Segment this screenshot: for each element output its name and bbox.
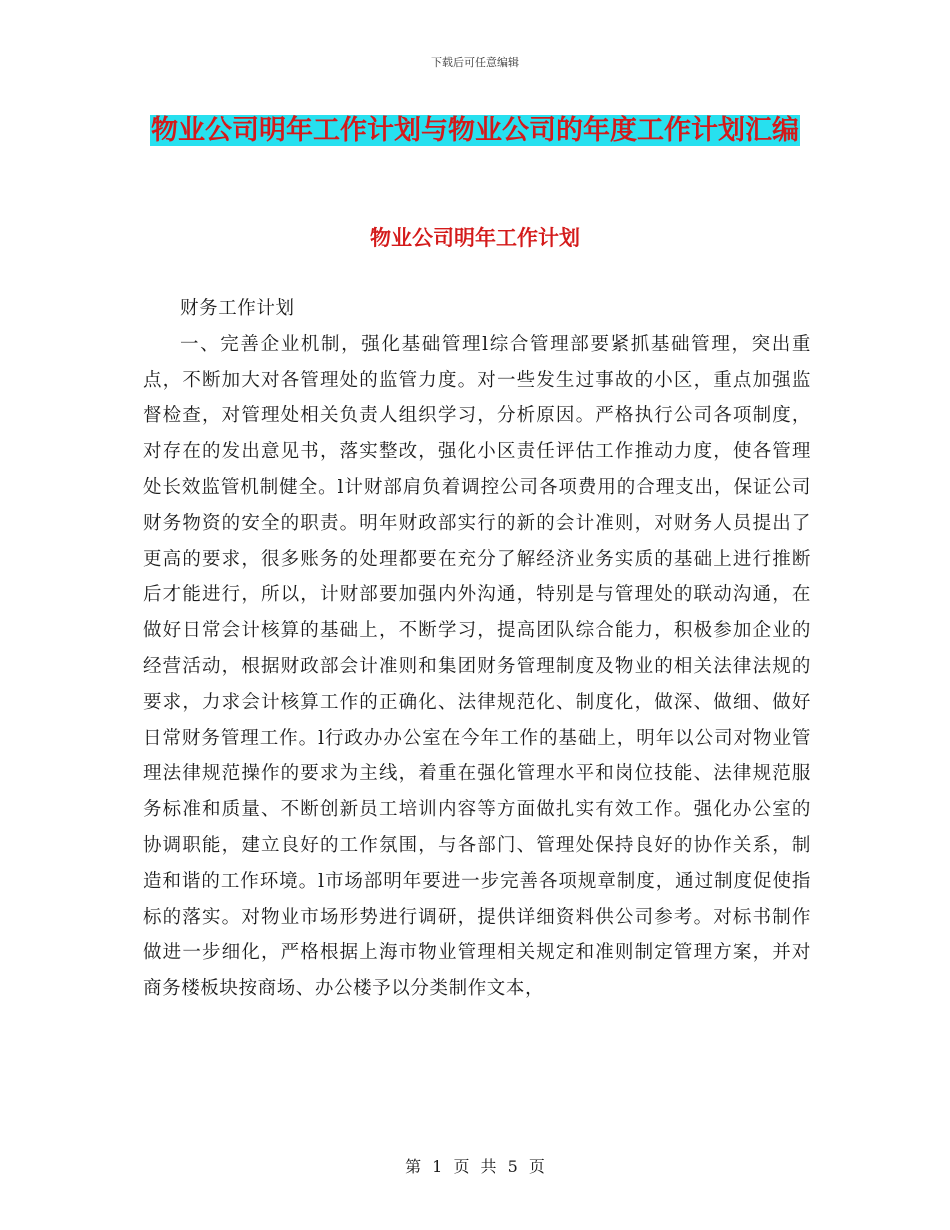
document-title-text: 物业公司明年工作计划与物业公司的年度工作计划汇编 bbox=[151, 115, 799, 146]
document-body bbox=[143, 291, 811, 1007]
page-header-note: 下载后可任意编辑 bbox=[431, 56, 519, 69]
section-title: 物业公司明年工作计划 bbox=[370, 226, 580, 250]
page-number-footer: 第 1 页 共 5 页 bbox=[405, 1157, 545, 1176]
body-paragraph-heading: 财务工作计划 bbox=[180, 298, 295, 319]
document-title bbox=[140, 108, 810, 154]
body-paragraph: 一、完善企业机制，强化基础管理l综合管理部要紧抓基础管理，突出重点，不断加大对各管理处的监管力度。对一些发生过事故的小区，重点加强监督检查，对管理处相关负责人组织学习，分析原因。严格执行公司各项制度，对存在的发出意见书，落实整改，强化小区责任评估工作推动力度，使各管理处长效监管机制健全。l计财部肩负着调控公司各项费用的合理支出，保证公司财务物资的安全的职责。明年财政部实行的新的会计准则，对财务人员提出了更高的要求，很多账务的处理都要在充分了解经济业务实质的基础上进行推断后才能进行，所以，计财部要加强内外沟通，特别是与管理处的联动沟通，在做好日常会计核算的基础上，不断学习，提高团队综合能力，积极参加企业的经营活动，根据财政部会计准则和集团财务管理制度及物业的相关法律法规的要求，力求会计核算工作的正确化、法律规范化、制度化，做深、做细、做好日常财务管理工作。l行政办办公室在今年工作的基础上，明年以公司对物业管理法律规范操作的要求为主线，着重在强化管理水平和岗位技能、法律规范服务标准和质量、不断创新员工培训内容等方面做扎实有效工作。强化办公室的协调职能，建立良好的工作氛围，与各部门、管理处保持良好的协作关系，制造和谐的工作环境。l市场部明年要进一步完善各项规章制度，通过制度促使指标的落实。对物业市场形势进行调研，提供详细资料供公司参考。对标书制作做进一步细化，严格根据上海市物业管理相关规定和准则制定管理方案，并对商务楼板块按商场、办公楼予以分类制作文本， bbox=[143, 333, 811, 1000]
